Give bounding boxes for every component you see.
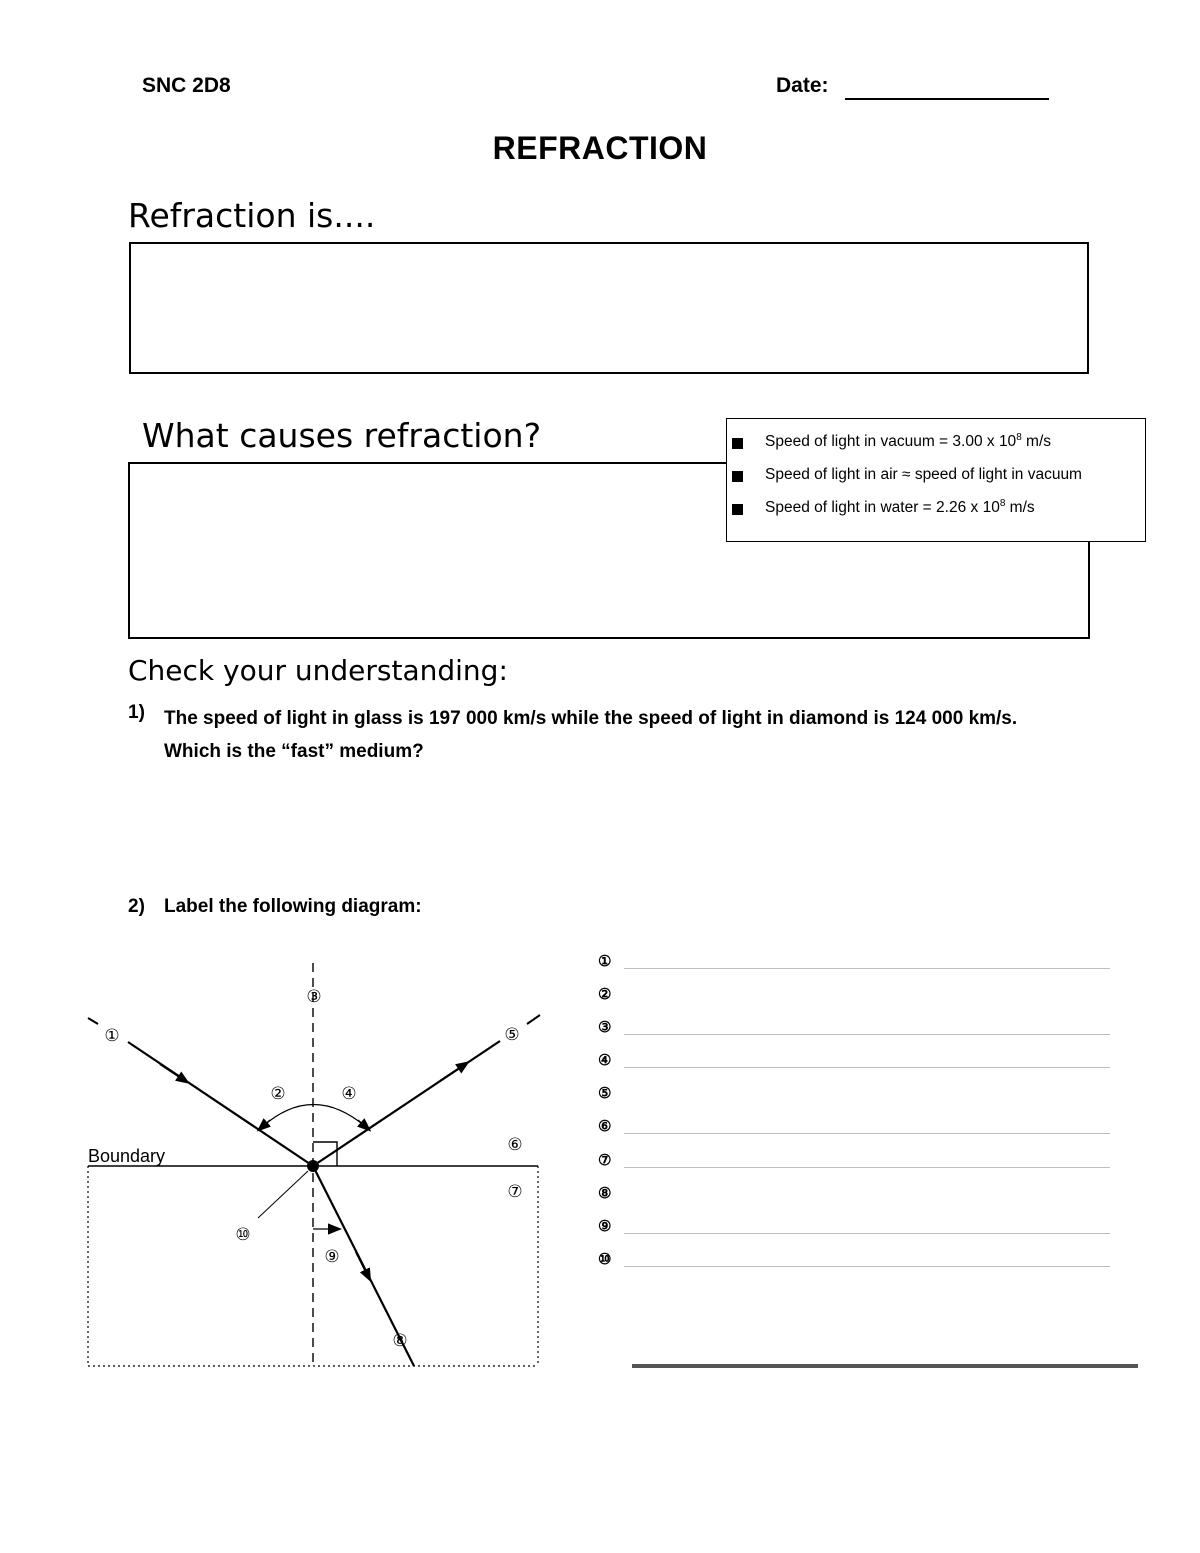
answer-row-8 [598, 1184, 1118, 1217]
angle-arc-arrow-left [262, 1120, 270, 1127]
date-input-line[interactable] [845, 98, 1049, 100]
refraction-diagram [0, 950, 600, 1380]
leader-line-point [258, 1171, 308, 1218]
answer-row-3 [598, 1018, 1118, 1051]
bullet-square-icon [732, 438, 743, 449]
point-of-incidence [307, 1160, 319, 1172]
question-2-text: Label the following diagram: [164, 896, 422, 917]
diagram-marker-7: ⑦ [507, 1182, 523, 1202]
answer-row-5 [598, 1084, 1118, 1117]
speed-of-light-info-box [726, 418, 1146, 542]
diagram-marker-9: ⑨ [324, 1247, 340, 1267]
question-2-number: 2) [128, 896, 145, 917]
answer-line[interactable] [624, 1167, 1110, 1168]
diagram-marker-8: ⑧ [392, 1331, 408, 1351]
diagram-marker-1: ① [104, 1026, 120, 1046]
answer-marker: ⑤ [598, 1084, 612, 1102]
diagram-marker-6: ⑥ [507, 1135, 523, 1155]
bottom-divider [632, 1364, 1138, 1368]
info-unit: m/s [1021, 433, 1052, 450]
answer-line[interactable] [624, 1034, 1110, 1035]
answer-marker: ⑧ [598, 1184, 612, 1202]
refraction-definition-heading: Refraction is.... [128, 196, 376, 235]
answer-line[interactable] [624, 1133, 1110, 1134]
reflected-ray-dash [527, 1015, 540, 1024]
info-text: Speed of light in air ≈ speed of light in vacuum [765, 466, 1082, 483]
diagram-marker-4: ④ [341, 1084, 357, 1104]
info-item [727, 464, 1145, 492]
answer-marker: ⑩ [598, 1250, 612, 1268]
answer-row-10 [598, 1250, 1118, 1283]
answer-marker: ① [598, 952, 612, 970]
bullet-square-icon [732, 471, 743, 482]
answer-line[interactable] [624, 1067, 1110, 1068]
info-exponent: 8 [1016, 431, 1022, 443]
answer-line[interactable] [624, 1233, 1110, 1234]
refracted-ray-arrow [356, 1252, 368, 1276]
answer-marker: ⑨ [598, 1217, 612, 1235]
question-1-text: The speed of light in glass is 197 000 km/s while the speed of light in diamond is 124 000 km/s. Which is the “fast” medium? [164, 708, 1018, 762]
answer-marker: ② [598, 985, 612, 1003]
answer-line[interactable] [624, 1266, 1110, 1267]
info-text: Speed of light in water = 2.26 x 10 [765, 499, 1000, 516]
reflected-ray-arrow [440, 1065, 464, 1081]
answer-row-9 [598, 1217, 1118, 1250]
info-text: Speed of light in vacuum = 3.00 x 10 [765, 433, 1017, 450]
page-title: REFRACTION [492, 130, 708, 166]
answer-row-2 [598, 985, 1118, 1018]
answer-line[interactable] [624, 968, 1110, 969]
diagram-marker-10: ⑩ [235, 1225, 251, 1245]
answer-row-7 [598, 1151, 1118, 1184]
course-code: SNC 2D8 [142, 74, 231, 97]
incident-ray-arrow [160, 1064, 184, 1080]
diagram-marker-3: ③ [306, 987, 322, 1007]
answer-marker: ④ [598, 1051, 612, 1069]
incident-ray-dash [88, 1018, 98, 1024]
diagram-marker-2: ② [270, 1084, 286, 1104]
info-item [727, 497, 1145, 525]
diagram-marker-5: ⑤ [504, 1025, 520, 1045]
angle-arc-arrow-right [358, 1120, 366, 1127]
refraction-definition-answer-box[interactable] [129, 242, 1089, 374]
date-label: Date: [776, 74, 829, 97]
answer-marker: ③ [598, 1018, 612, 1036]
info-item [727, 431, 1145, 459]
answer-marker: ⑦ [598, 1151, 612, 1169]
answer-row-1 [598, 952, 1118, 985]
refraction-causes-heading: What causes refraction? [142, 416, 542, 455]
check-understanding-heading: Check your understanding: [128, 654, 508, 687]
answer-marker: ⑥ [598, 1117, 612, 1135]
question-1-number: 1) [128, 702, 145, 723]
boundary-label: Boundary [88, 1146, 166, 1166]
answer-row-6 [598, 1117, 1118, 1150]
info-unit: m/s [1005, 499, 1035, 516]
bullet-square-icon [732, 504, 743, 515]
info-exponent: 8 [999, 497, 1006, 509]
angle-arc [262, 1105, 366, 1128]
answer-row-4 [598, 1051, 1118, 1084]
